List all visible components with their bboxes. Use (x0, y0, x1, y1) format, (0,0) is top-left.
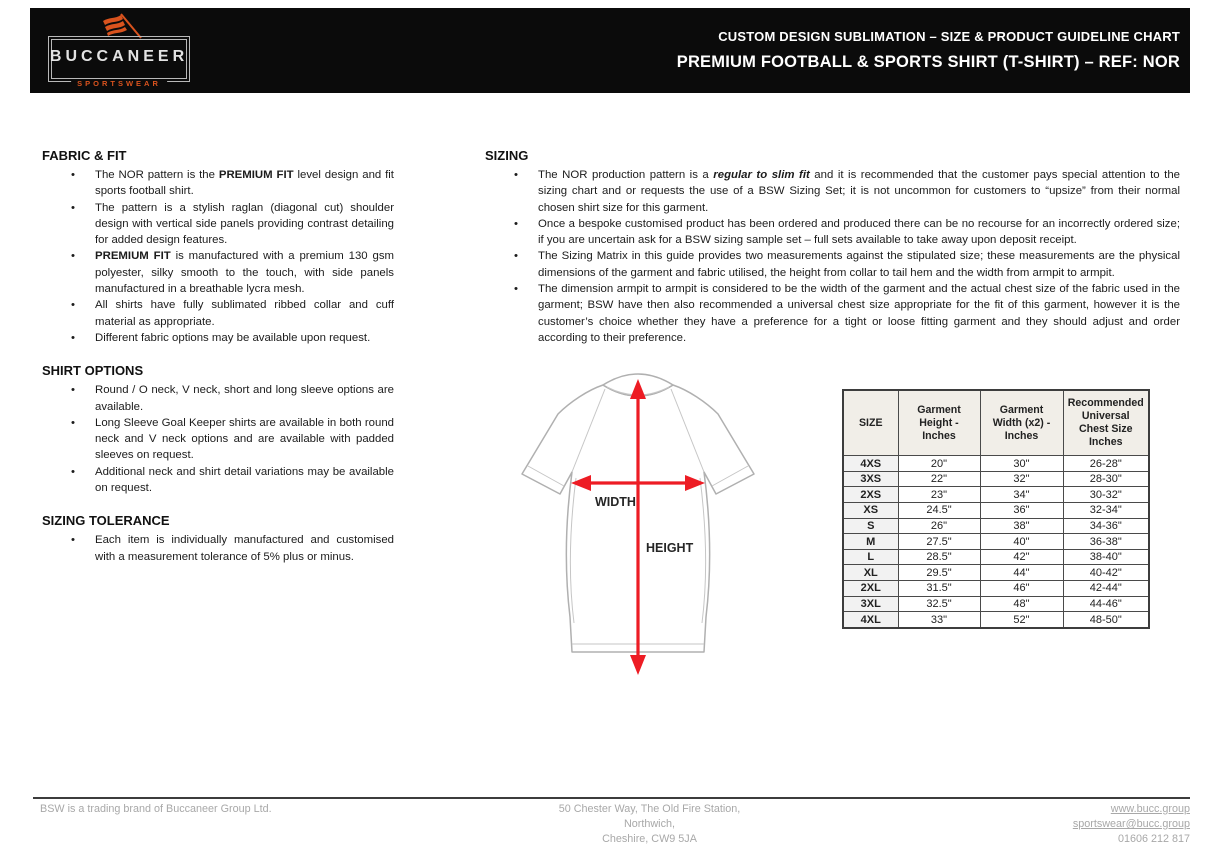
table-cell: 30-32" (1063, 487, 1149, 503)
table-row (843, 565, 1149, 581)
size-table (842, 389, 1150, 629)
size-table-header-cell: Garment Width (x2) - Inches (980, 390, 1063, 456)
table-cell: 34-36" (1063, 518, 1149, 534)
section-heading: FABRIC & FIT (42, 148, 127, 163)
bullet-text-segment: Additional neck and shirt detail variations may be available on request. (95, 465, 394, 495)
footer-contact (822, 802, 1190, 847)
table-cell: 23" (898, 487, 980, 503)
bullet-text-segment: PREMIUM FIT (95, 250, 171, 263)
table-cell: L (843, 549, 898, 565)
table-cell: 3XS (843, 471, 898, 487)
footer-address-line: Cheshire, CW9 5JA (602, 833, 697, 845)
bullet-text-segment: and it is recommended that the customer pays special attention to the sizing chart and or requests the use of a BSW Sizing Set; it is not uncommon for customers to “upsize” from their normal chosen shirt size for this garment. (538, 169, 1180, 214)
table-cell: 32-34" (1063, 503, 1149, 519)
brand-subtitle: SPORTSWEAR (71, 79, 167, 88)
bullet-item (42, 532, 394, 565)
header-title-line2: PREMIUM FOOTBALL & SPORTS SHIRT (T-SHIRT) – REF: NOR (676, 53, 1180, 71)
email-link[interactable]: sportswear@bucc.group (1072, 818, 1190, 830)
bullet-text-segment: is manufactured with a premium 130 gsm polyester, silky smooth to the touch, with side panels manufactured in a breathable lycra mesh. (95, 250, 394, 296)
bullet-text-segment: The NOR pattern is the (95, 169, 219, 181)
bullet-item (485, 216, 1180, 249)
bullet-item (485, 281, 1180, 346)
table-cell: 31.5" (898, 581, 980, 597)
footer-address (477, 802, 822, 847)
table-cell: 34" (980, 487, 1063, 503)
footer (33, 797, 1190, 847)
section-heading-sizing: SIZING (485, 148, 529, 163)
table-cell: 42" (980, 549, 1063, 565)
table-cell: 42-44" (1063, 581, 1149, 597)
table-cell: 30" (980, 456, 1063, 472)
table-cell: 46" (980, 581, 1063, 597)
bullet-item (42, 464, 394, 497)
tshirt-measurement-diagram (507, 365, 769, 677)
footer-trading-text: BSW is a trading brand of Buccaneer Group Ltd. (40, 803, 272, 815)
table-cell: 27.5" (898, 534, 980, 550)
table-cell: 26-28" (1063, 456, 1149, 472)
bullet-text-segment: The pattern is a stylish raglan (diagonal cut) shoulder design with vertical side panels providing contrast detailing for added design features. (95, 201, 394, 247)
bullet-text-segment: level design and fit sports football shirt. (95, 169, 394, 198)
width-label: WIDTH (595, 495, 636, 510)
table-row (843, 487, 1149, 503)
bullet-item (42, 167, 394, 200)
table-cell: 4XL (843, 612, 898, 628)
footer-address-line: Northwich, (623, 818, 675, 830)
table-cell: 22" (898, 471, 980, 487)
table-cell: M (843, 534, 898, 550)
bullet-item (42, 248, 394, 297)
table-cell: 48" (980, 596, 1063, 612)
bullet-text-segment: All shirts have fully sublimated ribbed collar and cuff material as appropriate. (95, 299, 394, 328)
bullet-text-segment: Round / O neck, V neck, short and long sleeve options are available. (95, 384, 394, 413)
table-row (843, 581, 1149, 597)
header-title-line1: CUSTOM DESIGN SUBLIMATION – SIZE & PRODUCT GUIDELINE CHART (718, 29, 1180, 44)
size-table-header-cell: Recommended Universal Chest Size Inches (1063, 390, 1149, 456)
website-link[interactable]: www.bucc.group (1110, 803, 1190, 815)
table-row (843, 503, 1149, 519)
table-cell: 2XL (843, 581, 898, 597)
brand-logo (48, 36, 190, 88)
table-row (843, 549, 1149, 565)
table-row (843, 471, 1149, 487)
table-cell: 24.5" (898, 503, 980, 519)
bullet-item (485, 167, 1180, 216)
table-cell: 52" (980, 612, 1063, 628)
bullet-item (42, 382, 394, 415)
brand-name: BUCCANEER (49, 48, 189, 65)
table-cell: 33" (898, 612, 980, 628)
bullet-text-segment: Each item is individually manufactured and customised with a measurement tolerance of 5% plus or minus. (95, 534, 394, 563)
bullet-text-segment: The Sizing Matrix in this guide provides two measurements against the stipulated size; these measurements are the physical dimensions of the garment and fabric utilised, the height from collar to tail hem and the width from armpit to armpit. (538, 250, 1180, 279)
table-row (843, 456, 1149, 472)
bullet-text-segment: PREMIUM FIT (218, 169, 294, 181)
table-cell: 40-42" (1063, 565, 1149, 581)
table-cell: 32.5" (898, 596, 980, 612)
bullet-text-segment: Long Sleeve Goal Keeper shirts are available in both round neck and V neck options and are available with padded sleeves on request. (95, 416, 394, 462)
bullet-list (42, 167, 394, 346)
bullet-text-segment: The dimension armpit to armpit is considered to be the width of the garment and the actual chest size of the fabric used in the garment; BSW have then also recommended a universal chest size appropriate for the fit of this garment, however it is the customer’s choice whether they have a preference for a tight or loose fitting garment and they should adjust and order according to their preference. (538, 283, 1180, 344)
header-bar (30, 8, 1190, 93)
bullet-item (42, 297, 394, 330)
table-cell: 40" (980, 534, 1063, 550)
table-cell: 28-30" (1063, 471, 1149, 487)
table-cell: 28.5" (898, 549, 980, 565)
size-table-wrap (842, 389, 1150, 629)
section-heading: SHIRT OPTIONS (42, 363, 144, 379)
table-cell: 2XS (843, 487, 898, 503)
table-row (843, 518, 1149, 534)
bullet-text-segment: Once a bespoke customised product has been ordered and produced there can be no recourse for an incorrectly ordered size; if you are uncertain ask for a BSW sizing sample set – full sets available to take away upon deposit receipt. (538, 217, 1180, 247)
table-cell: 3XL (843, 596, 898, 612)
bullet-text-segment: The NOR production pattern is a (538, 169, 714, 181)
bullet-item (485, 248, 1180, 281)
logo-frame (48, 36, 190, 82)
height-label: HEIGHT (646, 541, 694, 556)
right-column (485, 148, 1180, 683)
table-cell: 44-46" (1063, 596, 1149, 612)
size-table-header-cell: SIZE (843, 390, 898, 456)
left-column (42, 148, 394, 582)
table-cell: 36-38" (1063, 534, 1149, 550)
table-cell: 38-40" (1063, 549, 1149, 565)
table-cell: 32" (980, 471, 1063, 487)
table-row (843, 596, 1149, 612)
bullet-text-segment: regular to slim fit (713, 169, 810, 181)
table-cell: 20" (898, 456, 980, 472)
bullet-text-segment: Different fabric options may be available upon request. (95, 331, 371, 344)
table-cell: 38" (980, 518, 1063, 534)
sizing-bullet-list (485, 167, 1180, 346)
table-cell: 26" (898, 518, 980, 534)
table-cell: 29.5" (898, 565, 980, 581)
footer-address-line: 50 Chester Way, The Old Fire Station, (558, 803, 741, 815)
size-table-header-cell: Garment Height - Inches (898, 390, 980, 456)
bullet-list (42, 532, 394, 565)
table-cell: 48-50" (1063, 612, 1149, 628)
bullet-item (42, 330, 394, 346)
diagram-and-table-row (485, 363, 1180, 683)
bullet-list (42, 382, 394, 496)
table-cell: 44" (980, 565, 1063, 581)
bullet-item (42, 415, 394, 464)
table-row (843, 534, 1149, 550)
bullet-item (42, 200, 394, 249)
footer-phone: 01606 212 817 (1117, 833, 1190, 845)
table-row (843, 612, 1149, 628)
section-heading: SIZING TOLERANCE (42, 513, 170, 529)
table-cell: S (843, 518, 898, 534)
table-cell: 36" (980, 503, 1063, 519)
table-cell: XS (843, 503, 898, 519)
table-cell: XL (843, 565, 898, 581)
table-cell: 4XS (843, 456, 898, 472)
